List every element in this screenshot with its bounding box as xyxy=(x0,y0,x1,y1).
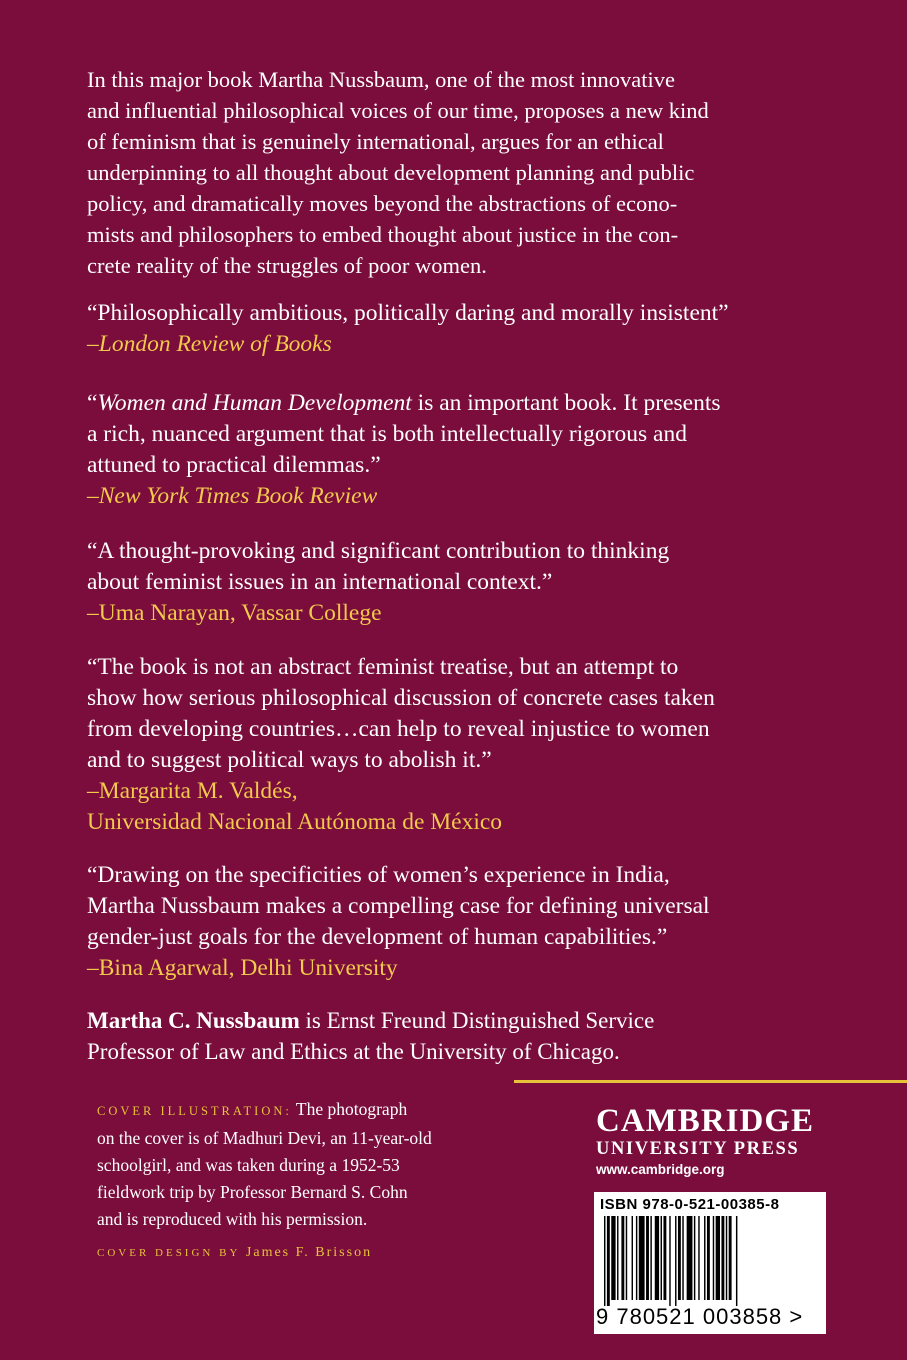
isbn-text: ISBN 978-0-521-00385-8 xyxy=(600,1196,780,1213)
barcode-bar xyxy=(650,1216,651,1300)
review-quote-2 xyxy=(87,388,827,512)
barcode-digits: 9 780521 003858 > xyxy=(596,1304,804,1329)
book-title: Women and Human Development xyxy=(97,390,412,416)
publisher-press: UNIVERSITY PRESS xyxy=(596,1139,800,1159)
barcode-bar xyxy=(655,1216,659,1300)
designer-name: James F. Brisson xyxy=(240,1245,373,1260)
quote-text: show how serious philosophical discussion of concrete cases taken xyxy=(87,685,715,711)
barcode-bar xyxy=(736,1216,737,1306)
quote-text-rest: is an important book. It presents xyxy=(411,390,721,416)
barcode-bar xyxy=(678,1216,681,1300)
credit-text: The photograph xyxy=(291,1099,408,1119)
publisher-logo xyxy=(596,1104,836,1180)
barcode-bar xyxy=(687,1216,693,1300)
quote-attribution: –New York Times Book Review xyxy=(87,483,378,509)
barcode-bar xyxy=(632,1216,633,1300)
credit-line: on the cover is of Madhuri Devi, an 11-year-old xyxy=(97,1128,432,1148)
author-bio-line xyxy=(87,1005,827,1036)
review-quote-4 xyxy=(87,652,827,838)
blurb-line: In this major book Martha Nussbaum, one of the most innovative xyxy=(87,67,676,92)
barcode-bar xyxy=(669,1216,670,1306)
review-quote-1 xyxy=(87,298,827,360)
barcode-bar xyxy=(636,1216,637,1300)
barcode-bar xyxy=(694,1216,695,1300)
quote-text: Martha Nussbaum makes a compelling case for defining universal xyxy=(87,893,710,919)
credit-line xyxy=(97,1096,537,1125)
author-bio xyxy=(87,1005,827,1067)
cover-illustration-credit xyxy=(97,1096,537,1233)
barcode-bar xyxy=(698,1216,699,1300)
barcode-bar xyxy=(604,1216,605,1306)
quote-text: attuned to practical dilemmas.” xyxy=(87,452,381,478)
barcode-bar xyxy=(716,1216,720,1300)
publisher-name: CAMBRIDGE xyxy=(596,1103,815,1139)
barcode-bar xyxy=(607,1216,610,1306)
quote-text: “Drawing on the specificities of women’s experience in India, xyxy=(87,862,670,888)
barcode-bar xyxy=(704,1216,705,1300)
quote-attribution: –Bina Agarwal, Delhi University xyxy=(87,955,398,981)
cover-design-credit xyxy=(97,1245,372,1261)
open-quote: “ xyxy=(87,390,98,416)
blurb-line: underpinning to all thought about development planning and public xyxy=(87,160,695,185)
barcode-bar xyxy=(726,1216,727,1300)
blurb-line: crete reality of the struggles of poor women. xyxy=(87,253,487,278)
quote-text: and to suggest political ways to abolish it.” xyxy=(87,747,492,773)
quote-text: a rich, nuanced argument that is both intellectually rigorous and xyxy=(87,421,687,447)
quote-attribution: –Uma Narayan, Vassar College xyxy=(87,600,382,626)
quote-text: “A thought-provoking and significant contribution to thinking xyxy=(87,538,670,564)
barcode-bar xyxy=(611,1216,615,1300)
blurb-line: policy, and dramatically moves beyond the abstractions of econo- xyxy=(87,191,678,216)
credit-line: schoolgirl, and was taken during a 1952-53 xyxy=(97,1155,400,1175)
quote-attribution: –Margarita M. Valdés, xyxy=(87,778,298,804)
barcode-bar xyxy=(713,1216,714,1300)
barcode-bar xyxy=(682,1216,683,1300)
barcode-bar xyxy=(729,1216,732,1300)
quote-text: “The book is not an abstract feminist treatise, but an attempt to xyxy=(87,654,679,680)
barcode-bar xyxy=(663,1216,666,1300)
barcode-bar xyxy=(675,1216,676,1306)
barcode-bar xyxy=(721,1216,724,1300)
blurb-line: and influential philosophical voices of our time, proposes a new kind xyxy=(87,98,709,123)
quote-attribution: –London Review of Books xyxy=(87,331,332,357)
blurb-line: mists and philosophers to embed thought about justice in the con- xyxy=(87,222,679,247)
barcode-bar xyxy=(621,1216,624,1300)
quote-text: gender-just goals for the development of human capabilities.” xyxy=(87,924,668,950)
publisher-url: www.cambridge.org xyxy=(596,1162,725,1177)
credit-line: and is reproduced with his permission. xyxy=(97,1209,368,1229)
barcode-bar xyxy=(626,1216,627,1300)
author-name: Martha C. Nussbaum xyxy=(87,1008,300,1033)
blurb-line: of feminism that is genuinely international, argues for an ethical xyxy=(87,129,664,154)
quote-text xyxy=(87,388,827,419)
book-blurb xyxy=(87,64,827,281)
quote-text: about feminist issues in an international context.” xyxy=(87,569,553,595)
author-bio-line: Professor of Law and Ethics at the University of Chicago. xyxy=(87,1039,620,1064)
barcode-bar xyxy=(617,1216,618,1300)
credit-line: fieldwork trip by Professor Bernard S. Cohn xyxy=(97,1182,408,1202)
isbn-barcode xyxy=(594,1192,826,1334)
barcode-bars xyxy=(604,1216,816,1306)
author-bio-text: is Ernst Freund Distinguished Service xyxy=(299,1008,655,1033)
barcode-bar xyxy=(639,1216,645,1300)
design-label: COVER DESIGN BY xyxy=(97,1247,241,1259)
credit-label: COVER ILLUSTRATION: xyxy=(97,1104,292,1118)
barcode-bar xyxy=(646,1216,649,1300)
divider-rule xyxy=(514,1080,907,1083)
review-quote-5 xyxy=(87,860,827,984)
quote-text: “Philosophically ambitious, politically daring and morally insistent” xyxy=(87,300,729,326)
barcode-bar xyxy=(707,1216,710,1300)
barcode-bar xyxy=(661,1216,662,1300)
review-quote-3 xyxy=(87,536,827,629)
quote-attribution-affiliation: Universidad Nacional Autónoma de México xyxy=(87,809,503,835)
quote-text: from developing countries…can help to reveal injustice to women xyxy=(87,716,710,742)
